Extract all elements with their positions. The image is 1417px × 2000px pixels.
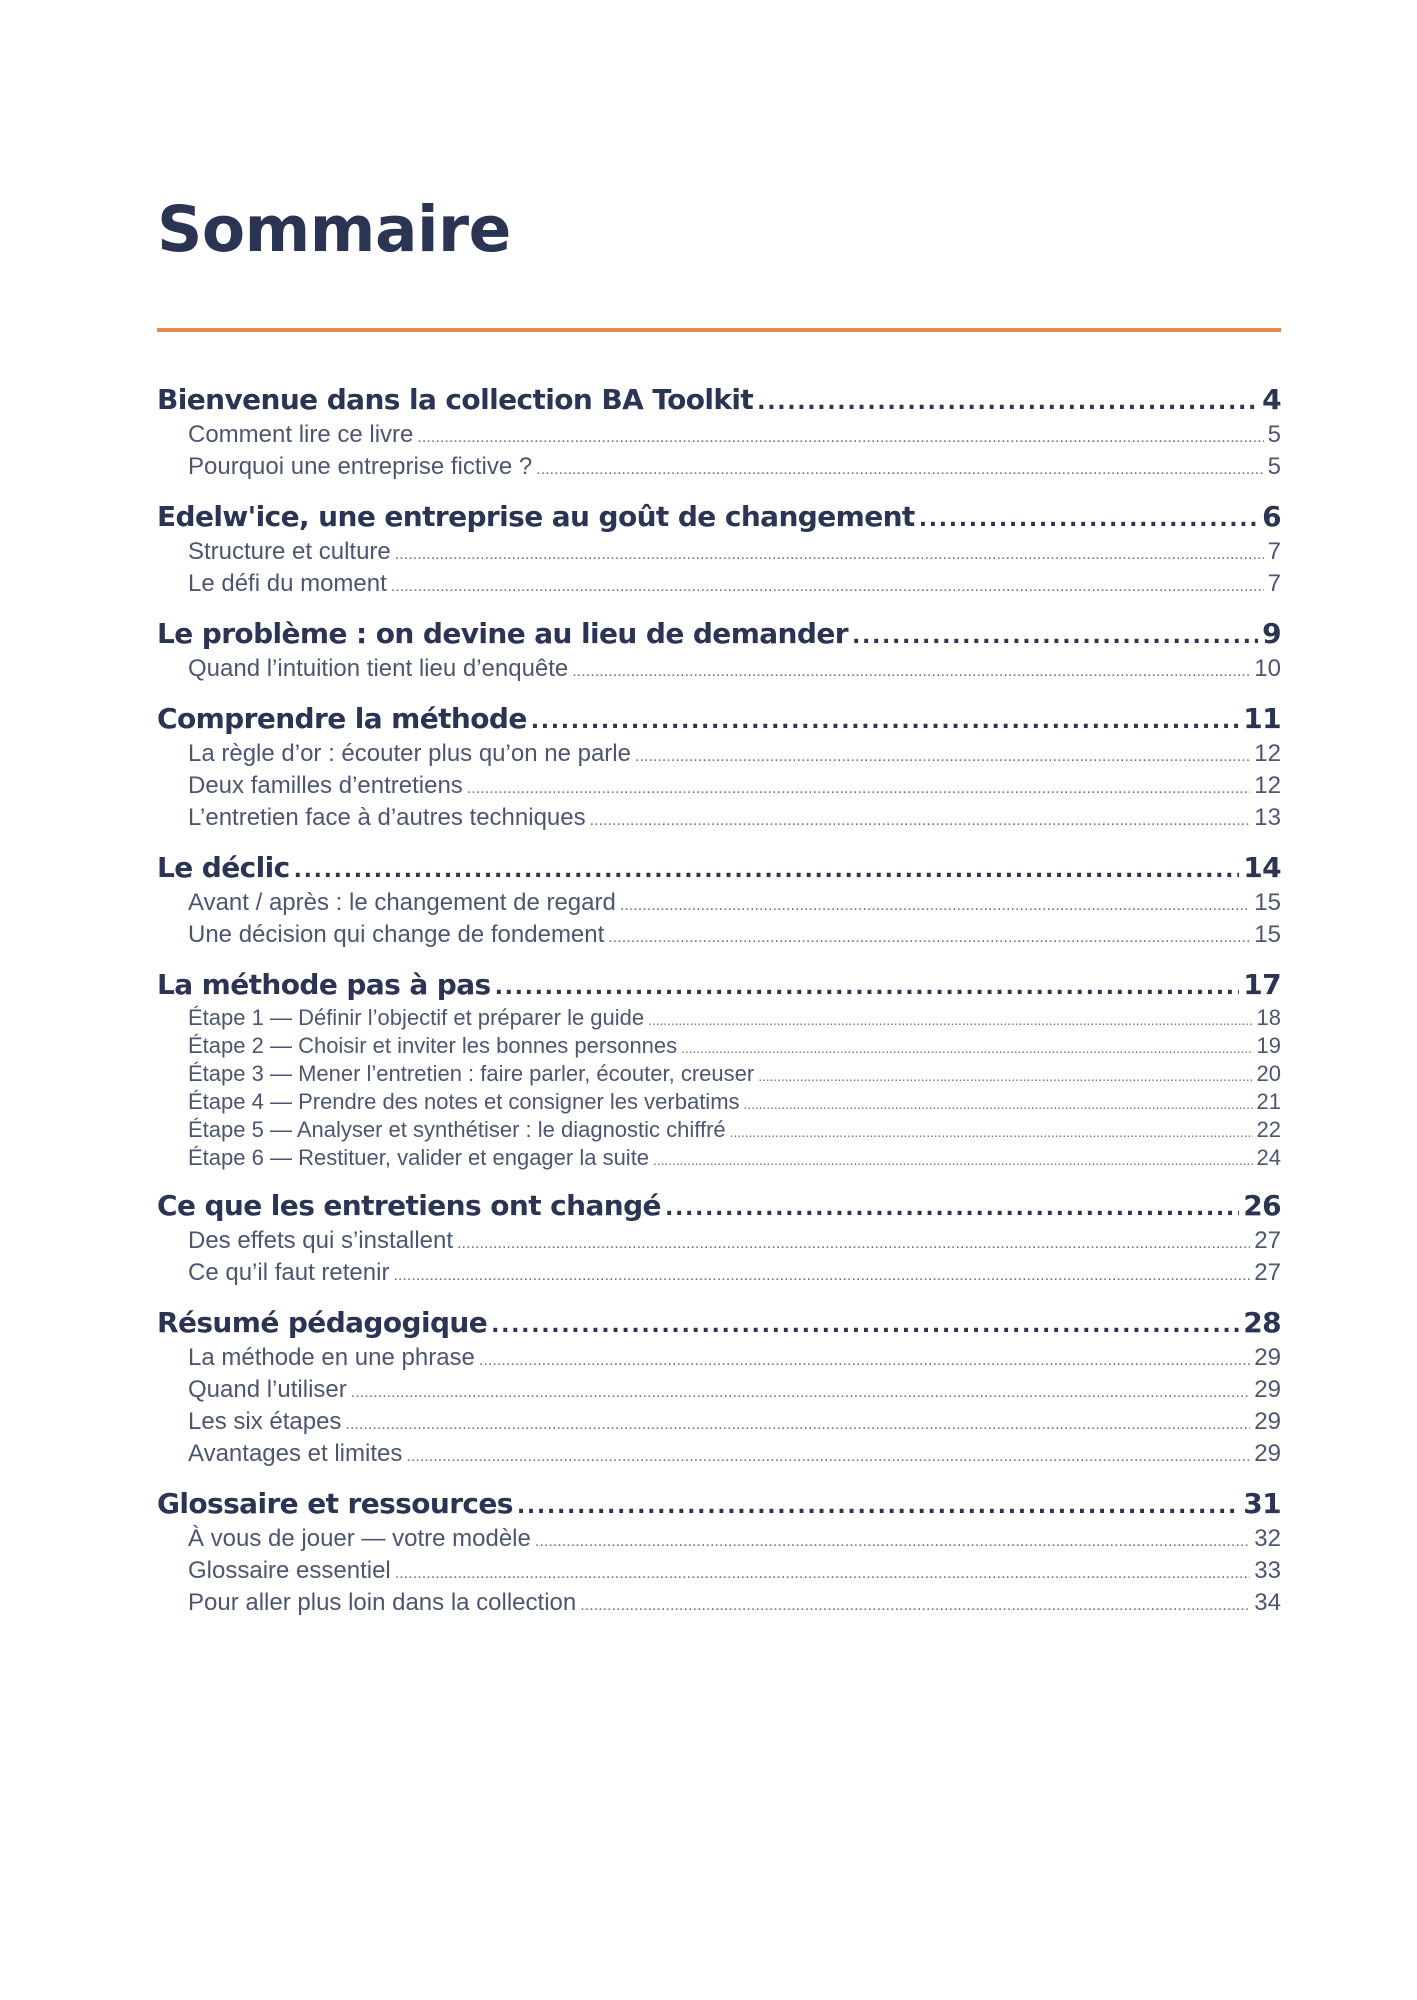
- title-divider: [157, 328, 1281, 332]
- toc-page-number: 5: [1267, 421, 1281, 448]
- toc-chapter-title: Glossaire et ressources: [157, 1487, 513, 1520]
- toc-chapter-entry[interactable]: [157, 1487, 1281, 1524]
- dot-leader: [351, 1378, 1251, 1407]
- dot-leader: [572, 657, 1250, 686]
- toc-subentry-title: Des effets qui s’installent: [188, 1227, 454, 1254]
- dot-leader: [580, 1591, 1250, 1620]
- toc-section: [157, 617, 1281, 686]
- toc-subentry-title: Étape 1 — Définir l’objectif et préparer le guide: [188, 1005, 645, 1030]
- toc-section: [157, 500, 1281, 601]
- dot-leader: [467, 774, 1251, 803]
- toc-subentry-title: Étape 4 — Prendre des notes et consigner les verbatims: [188, 1089, 740, 1114]
- toc-chapter-title: Le déclic: [157, 851, 290, 884]
- dot-leader: [491, 1309, 1239, 1343]
- dot-leader: [536, 455, 1263, 484]
- toc-subentry-title: Glossaire essentiel: [188, 1557, 391, 1584]
- toc-subentry[interactable]: [157, 1588, 1281, 1620]
- toc-page-number: 15: [1254, 921, 1281, 948]
- toc-page-number: 6: [1262, 500, 1281, 533]
- toc-page-number: 24: [1256, 1145, 1281, 1170]
- dot-leader: [417, 423, 1263, 452]
- toc-page-number: 11: [1243, 702, 1281, 735]
- toc-page-number: 5: [1267, 453, 1281, 480]
- dot-leader: [590, 806, 1251, 835]
- dot-leader: [608, 923, 1250, 952]
- dot-leader: [294, 854, 1240, 888]
- toc-page-number: 12: [1254, 772, 1281, 799]
- dot-leader: [681, 1036, 1252, 1061]
- toc-section: [157, 1189, 1281, 1290]
- toc-page-number: 12: [1254, 740, 1281, 767]
- toc-page-number: 9: [1262, 617, 1281, 650]
- dot-leader: [531, 705, 1240, 739]
- toc-page-number: 22: [1256, 1117, 1281, 1142]
- toc-subentry[interactable]: [157, 452, 1281, 484]
- dot-leader: [345, 1410, 1250, 1439]
- dot-leader: [648, 1008, 1252, 1033]
- dot-leader: [744, 1092, 1253, 1117]
- toc-subentry[interactable]: [157, 420, 1281, 452]
- toc-chapter-entry[interactable]: [157, 500, 1281, 537]
- dot-leader: [730, 1120, 1253, 1145]
- toc-page-number: 21: [1256, 1089, 1281, 1114]
- dot-leader: [393, 1261, 1250, 1290]
- toc-subentry-title: Étape 3 — Mener l’entretien : faire parler, écouter, creuser: [188, 1061, 755, 1086]
- toc-subentry[interactable]: [157, 1117, 1281, 1145]
- toc-chapter-entry[interactable]: [157, 1189, 1281, 1226]
- toc-subentry[interactable]: [157, 771, 1281, 803]
- dot-leader: [535, 1527, 1250, 1556]
- toc-subentry[interactable]: [157, 1061, 1281, 1089]
- toc-subentry[interactable]: [157, 1556, 1281, 1588]
- toc-subentry[interactable]: [157, 1033, 1281, 1061]
- toc-page-number: 29: [1254, 1440, 1281, 1467]
- dot-leader: [517, 1490, 1239, 1524]
- toc-chapter-title: Résumé pédagogique: [157, 1306, 488, 1339]
- toc-subentry-title: La méthode en une phrase: [188, 1344, 475, 1371]
- toc-subentry-title: Le défi du moment: [188, 570, 387, 597]
- dot-leader: [406, 1442, 1250, 1471]
- toc-page-number: 29: [1254, 1344, 1281, 1371]
- toc-subentry[interactable]: [157, 1343, 1281, 1375]
- dot-leader: [620, 891, 1250, 920]
- toc-subentry[interactable]: [157, 1524, 1281, 1556]
- toc-subentry-title: Structure et culture: [188, 538, 391, 565]
- dot-leader: [457, 1229, 1250, 1258]
- toc-chapter-entry[interactable]: [157, 702, 1281, 739]
- toc-subentry[interactable]: [157, 739, 1281, 771]
- toc-subentry-title: Avant / après : le changement de regard: [188, 889, 616, 916]
- toc-subentry[interactable]: [157, 1145, 1281, 1173]
- dot-leader: [919, 503, 1258, 537]
- toc-chapter-title: Edelw'ice, une entreprise au goût de changement: [157, 500, 915, 533]
- dot-leader: [395, 540, 1264, 569]
- toc-subentry[interactable]: [157, 888, 1281, 920]
- toc-chapter-entry[interactable]: [157, 617, 1281, 654]
- toc-page-number: 18: [1256, 1005, 1281, 1030]
- toc-subentry-title: Ce qu’il faut retenir: [188, 1259, 390, 1286]
- toc-section: [157, 968, 1281, 1173]
- toc-subentry-title: À vous de jouer — votre modèle: [188, 1525, 531, 1552]
- dot-leader: [495, 971, 1240, 1005]
- toc-section: [157, 1306, 1281, 1471]
- toc-chapter-entry[interactable]: [157, 851, 1281, 888]
- dot-leader: [479, 1346, 1250, 1375]
- toc-page-number: 10: [1254, 655, 1281, 682]
- toc-subentry-title: Deux familles d’entretiens: [188, 772, 463, 799]
- toc-subentry[interactable]: [157, 537, 1281, 569]
- toc-page-number: 13: [1254, 804, 1281, 831]
- toc-page-number: 29: [1254, 1376, 1281, 1403]
- toc-chapter-entry[interactable]: [157, 1306, 1281, 1343]
- dot-leader: [757, 386, 1258, 420]
- toc-page-number: 4: [1262, 383, 1281, 416]
- toc-subentry-title: Étape 5 — Analyser et synthétiser : le diagnostic chiffré: [188, 1117, 726, 1142]
- page-title: Sommaire: [157, 193, 511, 266]
- toc-subentry[interactable]: [157, 1375, 1281, 1407]
- toc-section: [157, 702, 1281, 835]
- toc-chapter-entry[interactable]: [157, 383, 1281, 420]
- toc-subentry-title: Étape 2 — Choisir et inviter les bonnes personnes: [188, 1033, 678, 1058]
- toc-page-number: 33: [1254, 1557, 1281, 1584]
- toc-page-number: 7: [1267, 570, 1281, 597]
- toc-chapter-entry[interactable]: [157, 968, 1281, 1005]
- toc-page-number: 32: [1254, 1525, 1281, 1552]
- toc-page-number: 19: [1256, 1033, 1281, 1058]
- dot-leader: [635, 742, 1250, 771]
- toc-page-number: 15: [1254, 889, 1281, 916]
- dot-leader: [758, 1064, 1252, 1089]
- toc-page-number: 27: [1254, 1227, 1281, 1254]
- toc-subentry[interactable]: [157, 1258, 1281, 1290]
- toc-subentry-title: Pourquoi une entreprise fictive ?: [188, 453, 533, 480]
- toc-subentry[interactable]: [157, 1439, 1281, 1471]
- toc-subentry[interactable]: [157, 803, 1281, 835]
- toc-subentry-title: Les six étapes: [188, 1408, 342, 1435]
- toc-page-number: 20: [1256, 1061, 1281, 1086]
- toc-section: [157, 383, 1281, 484]
- toc-section: [157, 1487, 1281, 1620]
- toc-subentry-title: Pour aller plus loin dans la collection: [188, 1589, 577, 1616]
- toc-chapter-title: Bienvenue dans la collection BA Toolkit: [157, 383, 754, 416]
- toc-subentry[interactable]: [157, 569, 1281, 601]
- toc-subentry-title: Quand l’intuition tient lieu d’enquête: [188, 655, 569, 682]
- dot-leader: [391, 572, 1264, 601]
- toc-subentry[interactable]: [157, 1226, 1281, 1258]
- toc-subentry[interactable]: [157, 920, 1281, 952]
- toc-page-number: 29: [1254, 1408, 1281, 1435]
- dot-leader: [395, 1559, 1251, 1588]
- toc-page-number: 27: [1254, 1259, 1281, 1286]
- toc-subentry-title: L’entretien face à d’autres techniques: [188, 804, 586, 831]
- toc-subentry-title: Comment lire ce livre: [188, 421, 414, 448]
- toc-subentry-title: Une décision qui change de fondement: [188, 921, 605, 948]
- toc-chapter-title: La méthode pas à pas: [157, 968, 491, 1001]
- table-of-contents: [157, 383, 1281, 1620]
- toc-subentry[interactable]: [157, 654, 1281, 686]
- toc-subentry[interactable]: [157, 1005, 1281, 1033]
- toc-subentry-title: Quand l’utiliser: [188, 1376, 347, 1403]
- toc-page-number: 34: [1254, 1589, 1281, 1616]
- toc-page-number: 17: [1243, 968, 1281, 1001]
- toc-section: [157, 851, 1281, 952]
- toc-subentry-title: La règle d’or : écouter plus qu’on ne parle: [188, 740, 631, 767]
- dot-leader: [852, 620, 1258, 654]
- toc-subentry[interactable]: [157, 1089, 1281, 1117]
- toc-chapter-title: Ce que les entretiens ont changé: [157, 1189, 661, 1222]
- toc-subentry[interactable]: [157, 1407, 1281, 1439]
- toc-chapter-title: Comprendre la méthode: [157, 702, 527, 735]
- toc-page-number: 7: [1267, 538, 1281, 565]
- toc-page-number: 14: [1243, 851, 1281, 884]
- toc-subentry-title: Étape 6 — Restituer, valider et engager la suite: [188, 1145, 650, 1170]
- toc-chapter-title: Le problème : on devine au lieu de demander: [157, 617, 848, 650]
- dot-leader: [665, 1192, 1239, 1226]
- toc-page-number: 26: [1243, 1189, 1281, 1222]
- toc-page-number: 31: [1243, 1487, 1281, 1520]
- dot-leader: [653, 1148, 1252, 1173]
- toc-subentry-title: Avantages et limites: [188, 1440, 403, 1467]
- toc-page-number: 28: [1243, 1306, 1281, 1339]
